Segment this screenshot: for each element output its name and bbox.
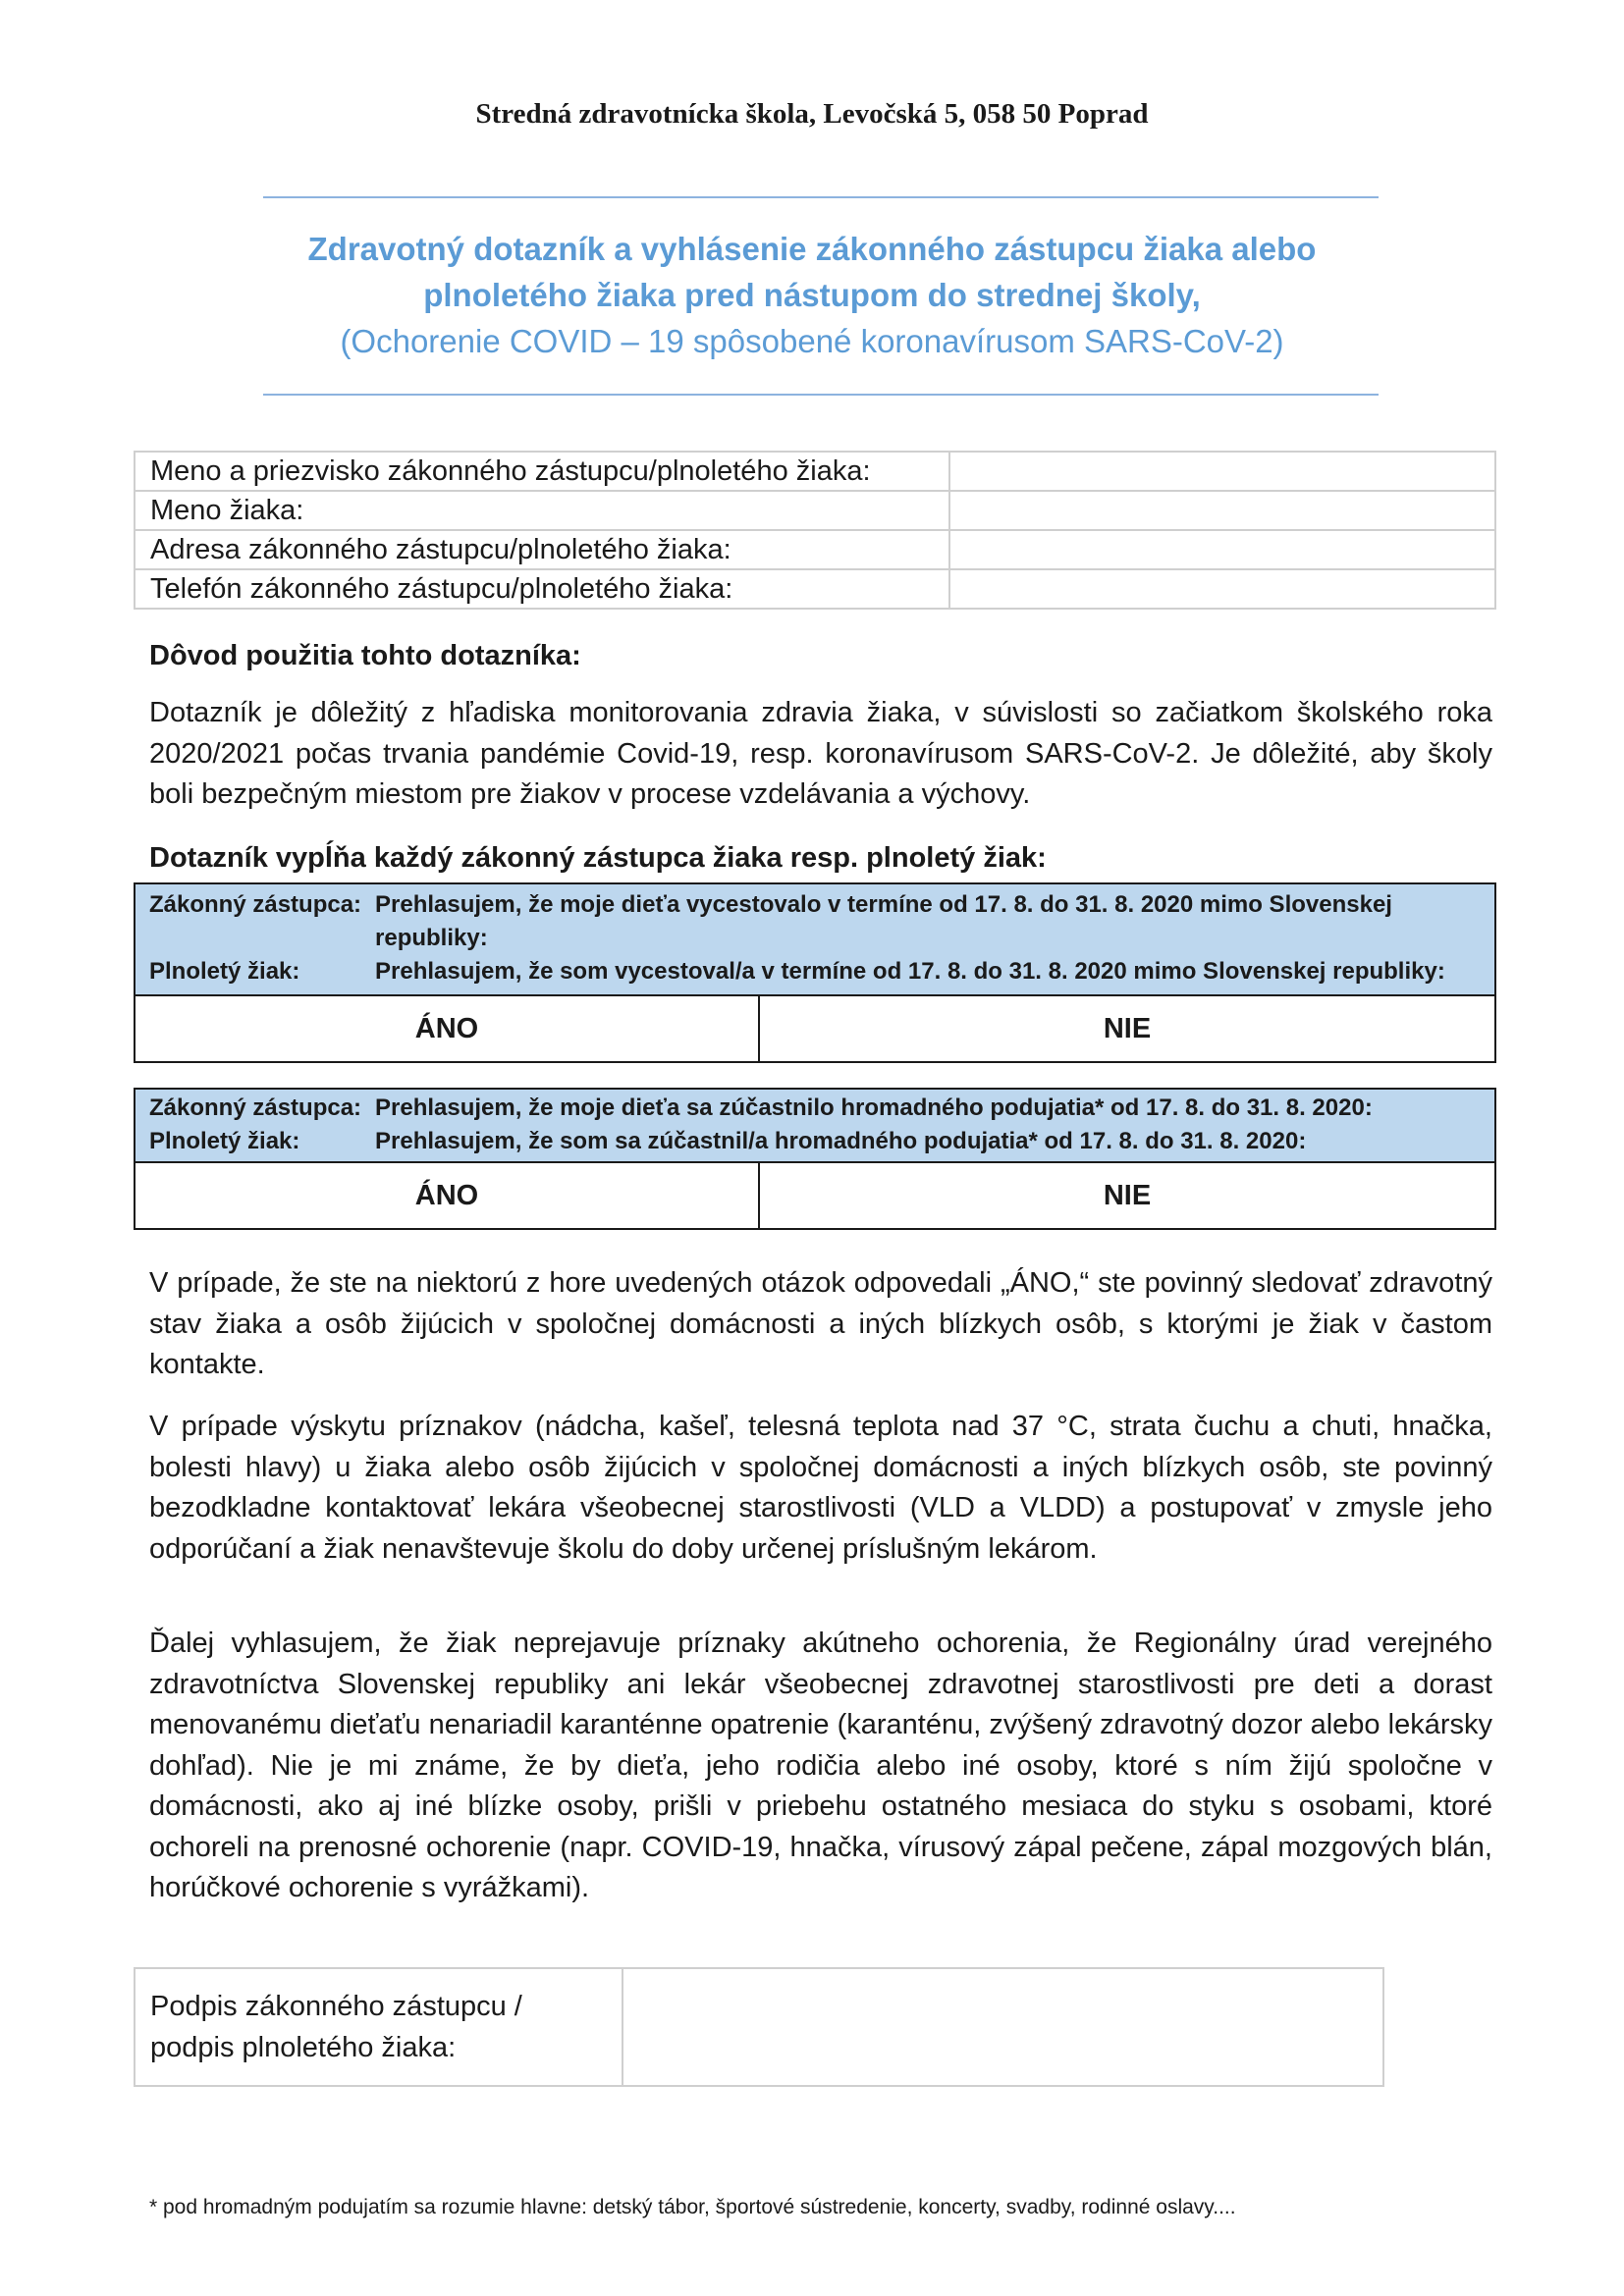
student-name-label: Meno žiaka: bbox=[135, 491, 949, 530]
q2-guardian-text: Prehlasujem, že moje dieťa sa zúčastnilo hromadného podujatia* od 17. 8. do 31. 8. 2020: bbox=[375, 1095, 1373, 1121]
address-field[interactable] bbox=[949, 530, 1495, 569]
guardian-name-label: Meno a priezvisko zákonného zástupcu/plnoletého žiaka: bbox=[135, 452, 949, 491]
q2-adult-label: Plnoletý žiak: bbox=[149, 1128, 300, 1154]
info-table bbox=[134, 451, 1496, 610]
reason-heading: Dôvod použitia tohto dotazníka: bbox=[149, 640, 581, 671]
signature-field[interactable] bbox=[623, 1968, 1383, 2086]
paragraph-symptoms: V prípade výskytu príznakov (nádcha, kašeľ, telesná teplota nad 37 °C, strata čuchu a chuti, hnačka, bolesti hlavy) u žiaka alebo osôb žijúcich v spoločnej domácnosti a iných blízkych osôb, ste povinný bezodkladne kontaktovať lekára všeobecnej starostlivosti (VLD a VLDD) a postupovať v zmysle jeho odporúčaní a žiak nenavštevuje školu do doby určenej príslušným lekárom. bbox=[149, 1411, 1492, 1565]
address-label: Adresa zákonného zástupcu/plnoletého žiaka: bbox=[135, 530, 949, 569]
phone-label: Telefón zákonného zástupcu/plnoletého žiaka: bbox=[135, 569, 949, 609]
question-2-answers bbox=[134, 1163, 1496, 1230]
title-line-2: plnoletého žiaka pred nástupom do strednej školy, bbox=[423, 277, 1201, 313]
title-line-1: Zdravotný dotazník a vyhlásenie zákonného zástupcu žiaka alebo bbox=[307, 231, 1317, 267]
question-2-text bbox=[134, 1088, 1496, 1163]
question-1-answers bbox=[134, 996, 1496, 1063]
student-name-field[interactable] bbox=[949, 491, 1495, 530]
q2-guardian-label: Zákonný zástupca: bbox=[149, 1095, 362, 1121]
question-1 bbox=[134, 882, 1496, 1063]
signature-label-line-2: podpis plnoletého žiaka: bbox=[150, 2032, 457, 2063]
info-row-phone bbox=[135, 569, 1495, 609]
questionnaire-heading: Dotazník vypĺňa každý zákonný zástupca žiaka resp. plnoletý žiak: bbox=[149, 842, 1047, 874]
q2-adult-text: Prehlasujem, že som sa zúčastnil/a hromadného podujatia* od 17. 8. do 31. 8. 2020: bbox=[375, 1128, 1307, 1154]
school-header: Stredná zdravotnícka škola, Levočská 5, 058 50 Poprad bbox=[475, 98, 1149, 130]
q2-no-option[interactable]: NIE bbox=[1103, 1179, 1152, 1211]
title-top-rule bbox=[263, 196, 1379, 198]
q1-no-option[interactable]: NIE bbox=[1103, 1012, 1152, 1044]
paragraph-monitoring: V prípade, že ste na niektorú z hore uvedených otázok odpovedali „ÁNO,“ ste povinný sledovať zdravotný stav žiaka a osôb žijúcich v spoločnej domácnosti a iných blízkych osôb, s ktorými je žiak v častom kontakte. bbox=[149, 1267, 1492, 1380]
title-bottom-rule bbox=[263, 394, 1379, 396]
signature-label-line-1: Podpis zákonného zástupcu / bbox=[150, 1991, 522, 2022]
reason-paragraph: Dotazník je dôležitý z hľadiska monitorovania zdravia žiaka, v súvislosti so začiatkom školského roka 2020/2021 počas trvania pandémie Covid-19, resp. koronavírusom SARS-CoV-2. Je dôležité, aby školy boli bezpečným miestom pre žiakov v procese vzdelávania a výchovy. bbox=[149, 697, 1492, 810]
info-row-address bbox=[135, 530, 1495, 569]
info-row-student-name bbox=[135, 491, 1495, 530]
signature-table bbox=[134, 1967, 1384, 2087]
q1-yes-option[interactable]: ÁNO bbox=[135, 996, 760, 1061]
signature-row bbox=[135, 1968, 1383, 2086]
q1-adult-text: Prehlasujem, že som vycestoval/a v termíne od 17. 8. do 31. 8. 2020 mimo Slovenskej republiky: bbox=[375, 958, 1445, 985]
q2-yes-option[interactable]: ÁNO bbox=[135, 1163, 760, 1228]
paragraph-declaration: Ďalej vyhlasujem, že žiak neprejavuje príznaky akútneho ochorenia, že Regionálny úrad verejného zdravotníctva Slovenskej republiky ani lekár všeobecnej zdravotnej starostlivosti pre deti a dorast menovanému dieťaťu nenariadil karanténne opatrenie (karanténu, zvýšený zdravotný dozor alebo lekársky dohľad). Nie je mi známe, že by dieťa, jeho rodičia alebo iné osoby, ktoré s ním žijú spoločne v domácnosti, ako aj iné blízke osoby, prišli v priebehu ostatného mesiaca do styku s osobami, ktoré ochoreli na prenosné ochorenie (napr. COVID-19, hnačka, vírusový zápal pečene, zápal mozgových blán, horúčkové ochorenie s vyrážkami). bbox=[149, 1628, 1492, 1903]
phone-field[interactable] bbox=[949, 569, 1495, 609]
footnote: * pod hromadným podujatím sa rozumie hlavne: detský tábor, športové sústredenie, koncerty, svadby, rodinné oslavy.... bbox=[149, 2196, 1236, 2218]
question-2 bbox=[134, 1088, 1496, 1230]
document-title bbox=[0, 226, 1624, 364]
signature-label bbox=[135, 1968, 623, 2086]
question-1-text bbox=[134, 882, 1496, 996]
guardian-name-field[interactable] bbox=[949, 452, 1495, 491]
q1-guardian-text: Prehlasujem, že moje dieťa vycestovalo v termíne od 17. 8. do 31. 8. 2020 mimo Slovenskej republiky: bbox=[375, 891, 1392, 951]
q1-adult-label: Plnoletý žiak: bbox=[149, 958, 300, 985]
q1-guardian-label: Zákonný zástupca: bbox=[149, 891, 362, 918]
info-row-guardian-name bbox=[135, 452, 1495, 491]
title-line-3: (Ochorenie COVID – 19 spôsobené koronavírusom SARS-CoV-2) bbox=[340, 323, 1284, 359]
